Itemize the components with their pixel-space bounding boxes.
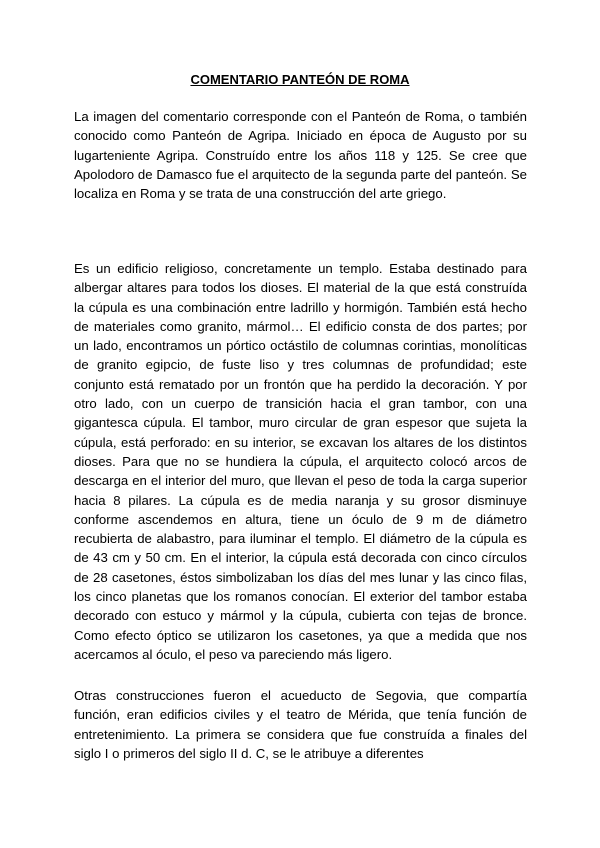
paragraph-introduction: La imagen del comentario corresponde con el Panteón de Roma, o también conocido como Panteón de Agripa. Iniciado en época de Augusto por su lugarteniente Agripa. Construído entre los años 118 y 125. Se cree que Apolodoro de Damasco fue el arquitecto de la segunda parte del panteón. Se localiza en Roma y se trata de una construcción del arte griego. bbox=[74, 109, 527, 202]
paragraph-other-constructions: Otras construcciones fueron el acueducto de Segovia, que compartía función, eran edificios civiles y el teatro de Mérida, que tenía función de entretenimiento. La primera se considera que fue construída a finales del siglo I o primeros del siglo II d. C, se le atribuye a diferentes bbox=[74, 688, 527, 761]
paragraph-description: Es un edificio religioso, concretamente un templo. Estaba destinado para albergar altares para todos los dioses. El material de la que está construída la cúpula es una combinación entre ladrillo y hormigón. También está hecho de materiales como granito, mármol… El edificio consta de dos partes; por un lado, encontramos un pórtico octástilo de columnas corintias, monolíticas de granito egipcio, de fuste liso y tres columnas de profundidad; este conjunto está rematado por un frontón que ha perdido la decoración. Y por otro lado, con un cuerpo de transición hacia el gran tambor, con una gigantesca cúpula. El tambor, muro circular de gran espesor que sujeta la cúpula, está perforado: en su interior, se excavan los altares de los distintos dioses. Para que no se hundiera la cúpula, el arquitecto colocó arcos de descarga en el interior del muro, que llevan el peso de toda la carga superior hacia 8 pilares. La cúpula es de media naranja y su grosor disminuye conforme ascendemos en altura, tiene un óculo de 9 m de diámetro recubierta de alabastro, para iluminar el templo. El diámetro de la cúpula es de 43 cm y 50 cm. En el interior, la cúpula está decorada con cinco círculos de 28 casetones, éstos simbolizaban los días del mes lunar y las cinco filas, los cinco planetas que los romanos conocían. El exterior del tambor estaba decorado con estuco y mármol y la cúpula, cubierta con tejas de bronce. Como efecto óptico se utilizaron los casetones, ya que a medida que nos acercamos al óculo, el peso va pareciendo más ligero. bbox=[74, 261, 527, 662]
document-title: COMENTARIO PANTEÓN DE ROMA bbox=[190, 72, 410, 87]
